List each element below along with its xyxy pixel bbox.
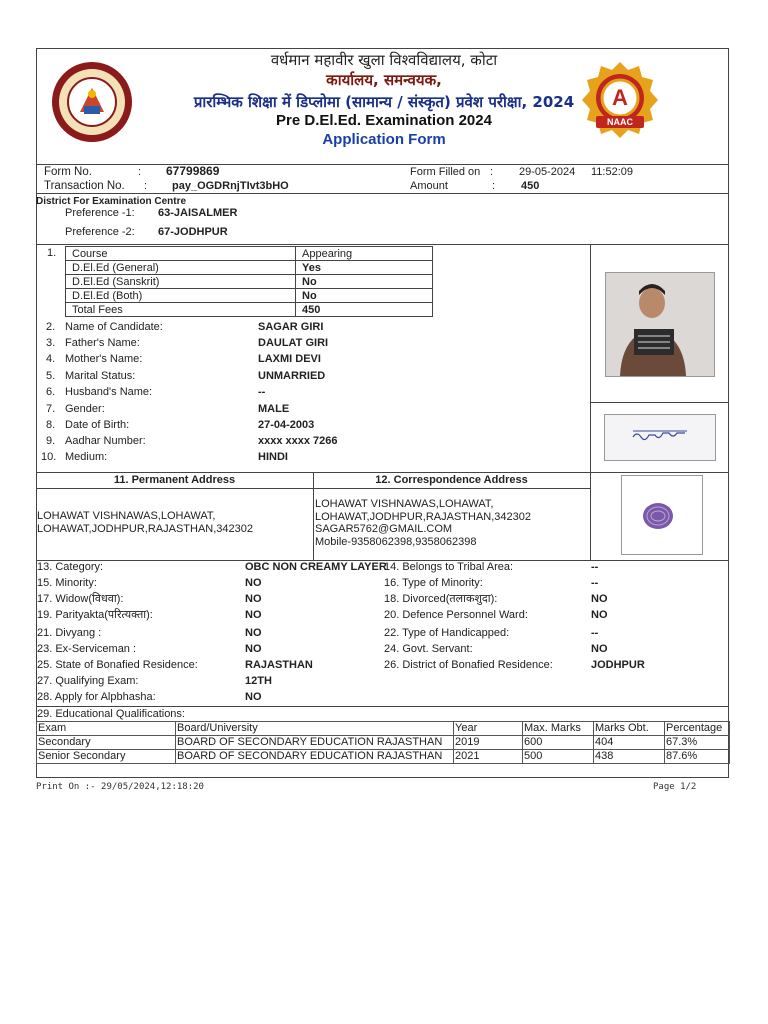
- table-row: [66, 261, 433, 275]
- detail-label: 21. Divyang :: [37, 627, 102, 639]
- table-row: [66, 303, 433, 317]
- course-col-header: Course: [66, 247, 296, 261]
- detail-value: NO: [591, 609, 608, 621]
- personal-label: Name of Candidate:: [65, 321, 163, 333]
- personal-label: Husband's Name:: [65, 386, 153, 398]
- pref1-label: Preference -1:: [65, 207, 135, 219]
- filled-time: 11:52:09: [591, 166, 634, 178]
- detail-value: NO: [591, 593, 608, 605]
- course-name: D.El.Ed (Both): [66, 289, 296, 303]
- personal-label: Mother's Name:: [65, 353, 143, 365]
- personal-value: xxxx xxxx 7266: [258, 435, 338, 447]
- detail-value: --: [591, 561, 599, 573]
- personal-num: 7.: [46, 403, 56, 415]
- correspondence-address-line: LOHAWAT,JODHPUR,RAJASTHAN,342302: [315, 511, 531, 523]
- permanent-address-line: LOHAWAT VISHNAWAS,LOHAWAT,: [37, 510, 216, 522]
- course-table: [65, 246, 433, 317]
- edu-cell: 2021: [454, 750, 523, 764]
- edu-col-header: Exam: [37, 722, 176, 736]
- edu-col-header: Max. Marks: [523, 722, 594, 736]
- edu-cell: 500: [523, 750, 594, 764]
- pref2-label: Preference -2:: [65, 226, 135, 238]
- edu-cell: 87.6%: [665, 750, 730, 764]
- personal-value: 27-04-2003: [258, 419, 315, 431]
- edu-cell: BOARD OF SECONDARY EDUCATION RAJASTHAN: [176, 736, 454, 750]
- signature-image: [604, 414, 716, 461]
- personal-label: Marital Status:: [65, 370, 136, 382]
- edu-col-header: Percentage: [665, 722, 730, 736]
- edu-cell: Senior Secondary: [37, 750, 176, 764]
- exam-title: Pre D.El.Ed. Examination 2024: [276, 112, 492, 129]
- permanent-address-line: LOHAWAT,JODHPUR,RAJASTHAN,342302: [37, 523, 253, 535]
- detail-label: 15. Minority:: [37, 577, 97, 589]
- personal-value: LAXMI DEVI: [258, 353, 321, 365]
- edu-cell: 67.3%: [665, 736, 730, 750]
- detail-label: 14. Belongs to Tribal Area:: [384, 561, 514, 573]
- edu-col-header: Year: [454, 722, 523, 736]
- detail-label: 24. Govt. Servant:: [384, 643, 473, 655]
- course-appearing: Yes: [296, 261, 433, 275]
- detail-label: 19. Parityakta(परित्यक्ता):: [37, 609, 153, 621]
- filled-label: Form Filled on: [410, 166, 481, 178]
- amount-value: 450: [521, 180, 540, 192]
- education-heading: 29. Educational Qualifications:: [37, 708, 185, 720]
- detail-label: 23. Ex-Serviceman :: [37, 643, 137, 655]
- txn-colon: :: [144, 180, 148, 192]
- table-row: [66, 289, 433, 303]
- personal-value: HINDI: [258, 451, 288, 463]
- detail-value: NO: [245, 577, 262, 589]
- personal-num: 5.: [46, 370, 56, 382]
- personal-label: Medium:: [65, 451, 108, 463]
- personal-num: 6.: [46, 386, 56, 398]
- personal-num: 3.: [46, 337, 56, 349]
- detail-value: OBC NON CREAMY LAYER: [245, 561, 387, 573]
- centre-heading: District For Examination Centre: [36, 196, 187, 207]
- table-row: [66, 275, 433, 289]
- personal-num: 4.: [46, 353, 56, 365]
- edu-cell: 2019: [454, 736, 523, 750]
- pref2-value: 67-JODHPUR: [158, 226, 228, 238]
- detail-value: NO: [245, 643, 262, 655]
- education-table: [36, 721, 730, 764]
- personal-label: Gender:: [65, 403, 105, 415]
- edu-col-header: Marks Obt.: [594, 722, 665, 736]
- detail-label: 27. Qualifying Exam:: [37, 675, 139, 687]
- edu-col-header: Board/University: [176, 722, 454, 736]
- txn-value: pay_OGDRnjTIvt3bHO: [172, 180, 289, 192]
- amount-colon: :: [492, 180, 496, 192]
- correspondence-address-line: LOHAWAT VISHNAWAS,LOHAWAT,: [315, 498, 494, 510]
- naac-label: NAAC: [607, 117, 633, 127]
- detail-label: 16. Type of Minority:: [384, 577, 483, 589]
- naac-grade: A: [612, 85, 628, 110]
- detail-value: NO: [591, 643, 608, 655]
- course-appearing: No: [296, 275, 433, 289]
- edu-cell: 404: [594, 736, 665, 750]
- filled-colon: :: [490, 166, 494, 178]
- detail-label: 22. Type of Handicapped:: [384, 627, 510, 639]
- personal-label: Date of Birth:: [65, 419, 130, 431]
- detail-value: NO: [245, 691, 262, 703]
- correspondence-mobile: Mobile-9358062398,9358062398: [315, 536, 477, 548]
- course-name: D.El.Ed (Sanskrit): [66, 275, 296, 289]
- course-name: D.El.Ed (General): [66, 261, 296, 275]
- personal-num: 8.: [46, 419, 56, 431]
- table-row: [37, 736, 730, 750]
- personal-label: Aadhar Number:: [65, 435, 146, 447]
- form-no-colon: :: [138, 166, 142, 178]
- correspondence-address-heading: 12. Correspondence Address: [375, 474, 528, 486]
- course-name: Total Fees: [66, 303, 296, 317]
- candidate-photo: [605, 272, 715, 377]
- appearing-col-header: Appearing: [296, 247, 433, 261]
- personal-value: --: [258, 386, 266, 398]
- detail-value: 12TH: [245, 675, 272, 687]
- txn-label: Transaction No.: [44, 180, 125, 192]
- detail-value: NO: [245, 609, 262, 621]
- detail-label: 26. District of Bonafied Residence:: [384, 659, 553, 671]
- university-name: वर्धमान महावीर खुला विश्वविद्यालय, कोटा: [270, 51, 498, 69]
- detail-label: 20. Defence Personnel Ward:: [384, 609, 528, 621]
- detail-label: 18. Divorced(तलाकशुदा):: [384, 593, 498, 605]
- personal-value: MALE: [258, 403, 290, 415]
- personal-value: DAULAT GIRI: [258, 337, 329, 349]
- detail-value: NO: [245, 627, 262, 639]
- personal-label: Father's Name:: [65, 337, 140, 349]
- detail-value: JODHPUR: [591, 659, 645, 671]
- thumb-impression: [621, 475, 703, 555]
- pref1-value: 63-JAISALMER: [158, 207, 238, 219]
- edu-cell: 600: [523, 736, 594, 750]
- personal-num: 9.: [46, 435, 56, 447]
- course-header-row: [66, 247, 433, 261]
- form-no-value: 67799869: [166, 164, 220, 178]
- edu-cell: 438: [594, 750, 665, 764]
- personal-value: UNMARRIED: [258, 370, 326, 382]
- detail-value: RAJASTHAN: [245, 659, 313, 671]
- form-no-label: Form No.: [44, 166, 92, 178]
- education-header-row: [37, 722, 730, 736]
- detail-value: --: [591, 627, 599, 639]
- detail-label: 13. Category:: [37, 561, 104, 573]
- page-number: Page 1/2: [653, 782, 697, 792]
- exam-hindi-title: प्रारम्भिक शिक्षा में डिप्लोमा (सामान्य / संस्कृत) प्रवेश परीक्षा, 2024: [193, 93, 575, 111]
- detail-label: 17. Widow(विधवा):: [37, 593, 124, 605]
- filled-date: 29-05-2024: [519, 166, 576, 178]
- table-row: [37, 750, 730, 764]
- detail-label: 28. Apply for Alpbhasha:: [37, 691, 156, 703]
- detail-value: --: [591, 577, 599, 589]
- course-appearing: 450: [296, 303, 433, 317]
- amount-label: Amount: [410, 180, 448, 192]
- personal-value: SAGAR GIRI: [258, 321, 324, 333]
- detail-label: 25. State of Bonafied Residence:: [37, 659, 198, 671]
- personal-num: 2.: [46, 321, 56, 333]
- detail-value: NO: [245, 593, 262, 605]
- edu-cell: BOARD OF SECONDARY EDUCATION RAJASTHAN: [176, 750, 454, 764]
- print-timestamp: Print On :- 29/05/2024,12:18:20: [36, 782, 204, 792]
- office-title: कार्यालय, समन्वयक,: [326, 71, 442, 89]
- permanent-address-heading: 11. Permanent Address: [113, 474, 236, 486]
- course-appearing: No: [296, 289, 433, 303]
- form-title: Application Form: [322, 131, 446, 148]
- course-num: 1.: [47, 247, 57, 259]
- correspondence-email: SAGAR5762@GMAIL.COM: [315, 523, 453, 535]
- personal-num: 10.: [41, 451, 57, 463]
- edu-cell: Secondary: [37, 736, 176, 750]
